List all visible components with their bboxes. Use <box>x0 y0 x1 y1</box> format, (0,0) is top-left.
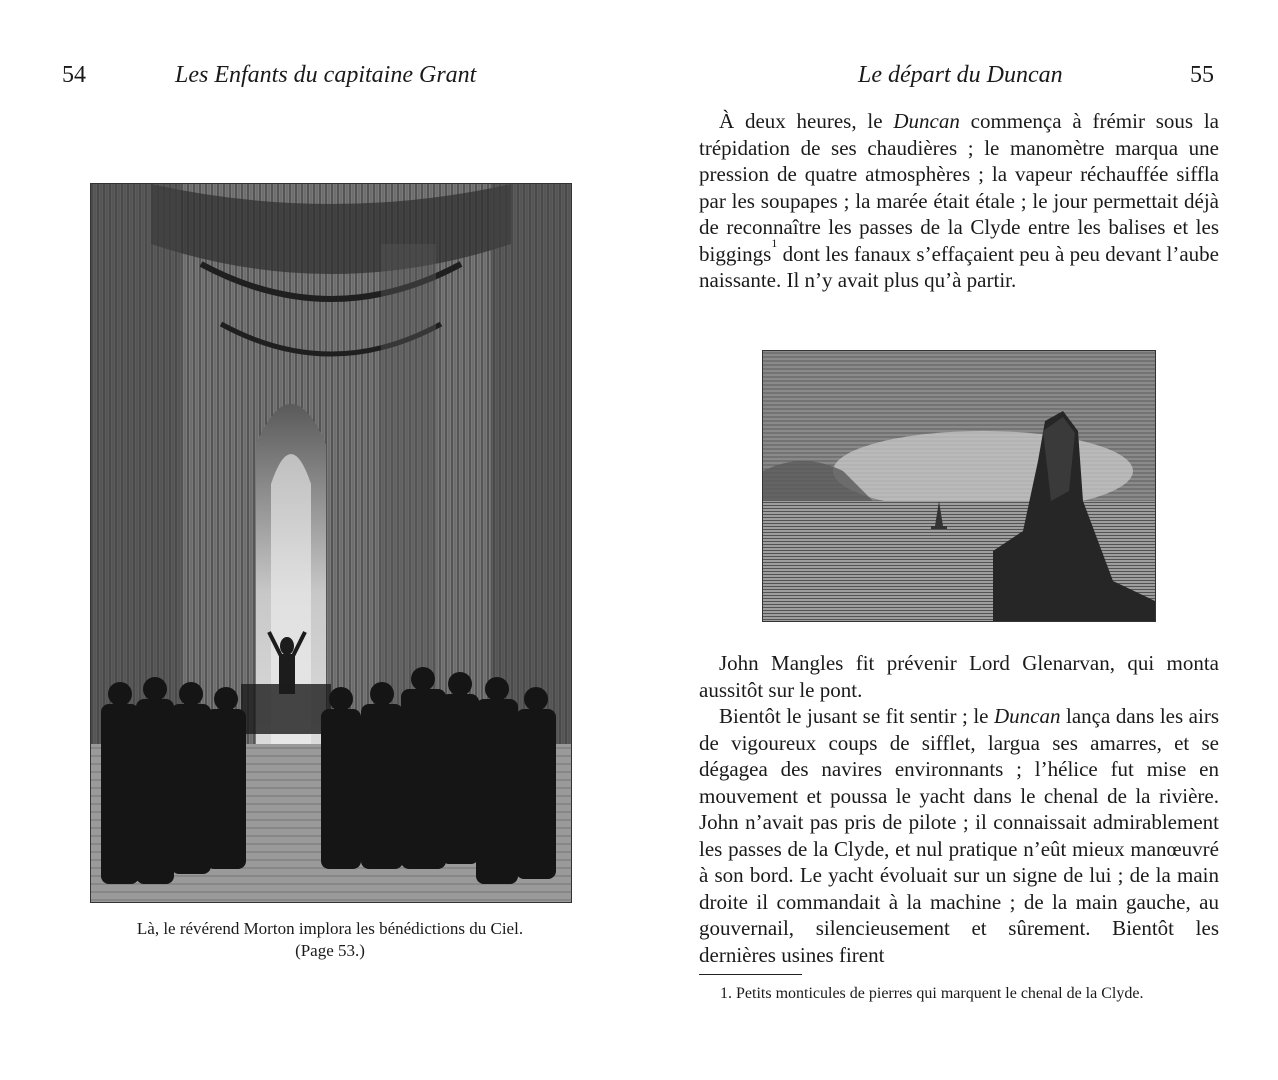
paragraph <box>699 108 1219 294</box>
text-run: lança dans les airs de vigoureux coups de sifflet, largua ses amarres, et se dégagea des navires environnants ; l’hélice fut mise en mouvement et poussa le yacht dans le chenal de la rivière. John n’avait pas pris de pilote ; il connaissait admirablement les passes de la Clyde, et nul pratique n’eût mieux manœuvré à son bord. Le yacht évoluait sur un signe de lui ; de la main droite il commandait à la machine ; de la main gauche, au gouvernail, silencieusement et sûrement. Bientôt les dernières usines firent <box>699 704 1219 967</box>
paragraph <box>699 703 1219 968</box>
cathedral-illustration <box>91 184 571 902</box>
ship-name: Duncan <box>893 109 960 133</box>
right-page <box>640 0 1278 1080</box>
footnote-divider <box>699 974 802 975</box>
ship-name: Duncan <box>994 704 1061 728</box>
text-run: dont les fanaux s’effaçaient peu à peu devant l’aube naissante. Il n’y avait plus qu’à partir. <box>699 241 1219 292</box>
footnote-reference[interactable]: 1 <box>771 235 778 250</box>
caption-page-reference: (Page 53.) <box>295 941 365 960</box>
paragraph: John Mangles fit prévenir Lord Glenarvan, qui monta aussitôt sur le pont. <box>699 651 1219 702</box>
page-number: 55 <box>1190 62 1214 88</box>
footnote: 1. Petits monticules de pierres qui marquent le chenal de la Clyde. <box>720 985 1144 1002</box>
seascape-engraving <box>762 350 1156 622</box>
text-run: À deux heures, le <box>719 109 894 133</box>
illustration-caption: Là, le révérend Morton implora les bénédictions du Ciel. <box>136 919 524 938</box>
running-head: Les Enfants du capitaine Grant <box>175 62 477 88</box>
cathedral-engraving <box>90 183 572 903</box>
text-run: Bientôt le jusant se fit sentir ; le <box>719 704 995 728</box>
text-run: commença à frémir sous la trépidation de ses chaudières ; le manomètre marqua une pression de quatre atmosphères ; la vapeur réchauffée siffla par les soupapes ; la marée était étale ; le jour permettait déjà de reconnaître les passes de la Clyde entre les balises et les biggings <box>699 109 1220 266</box>
seascape-illustration <box>763 351 1155 621</box>
running-head: Le départ du Duncan <box>858 62 1063 88</box>
page-number: 54 <box>62 62 86 88</box>
